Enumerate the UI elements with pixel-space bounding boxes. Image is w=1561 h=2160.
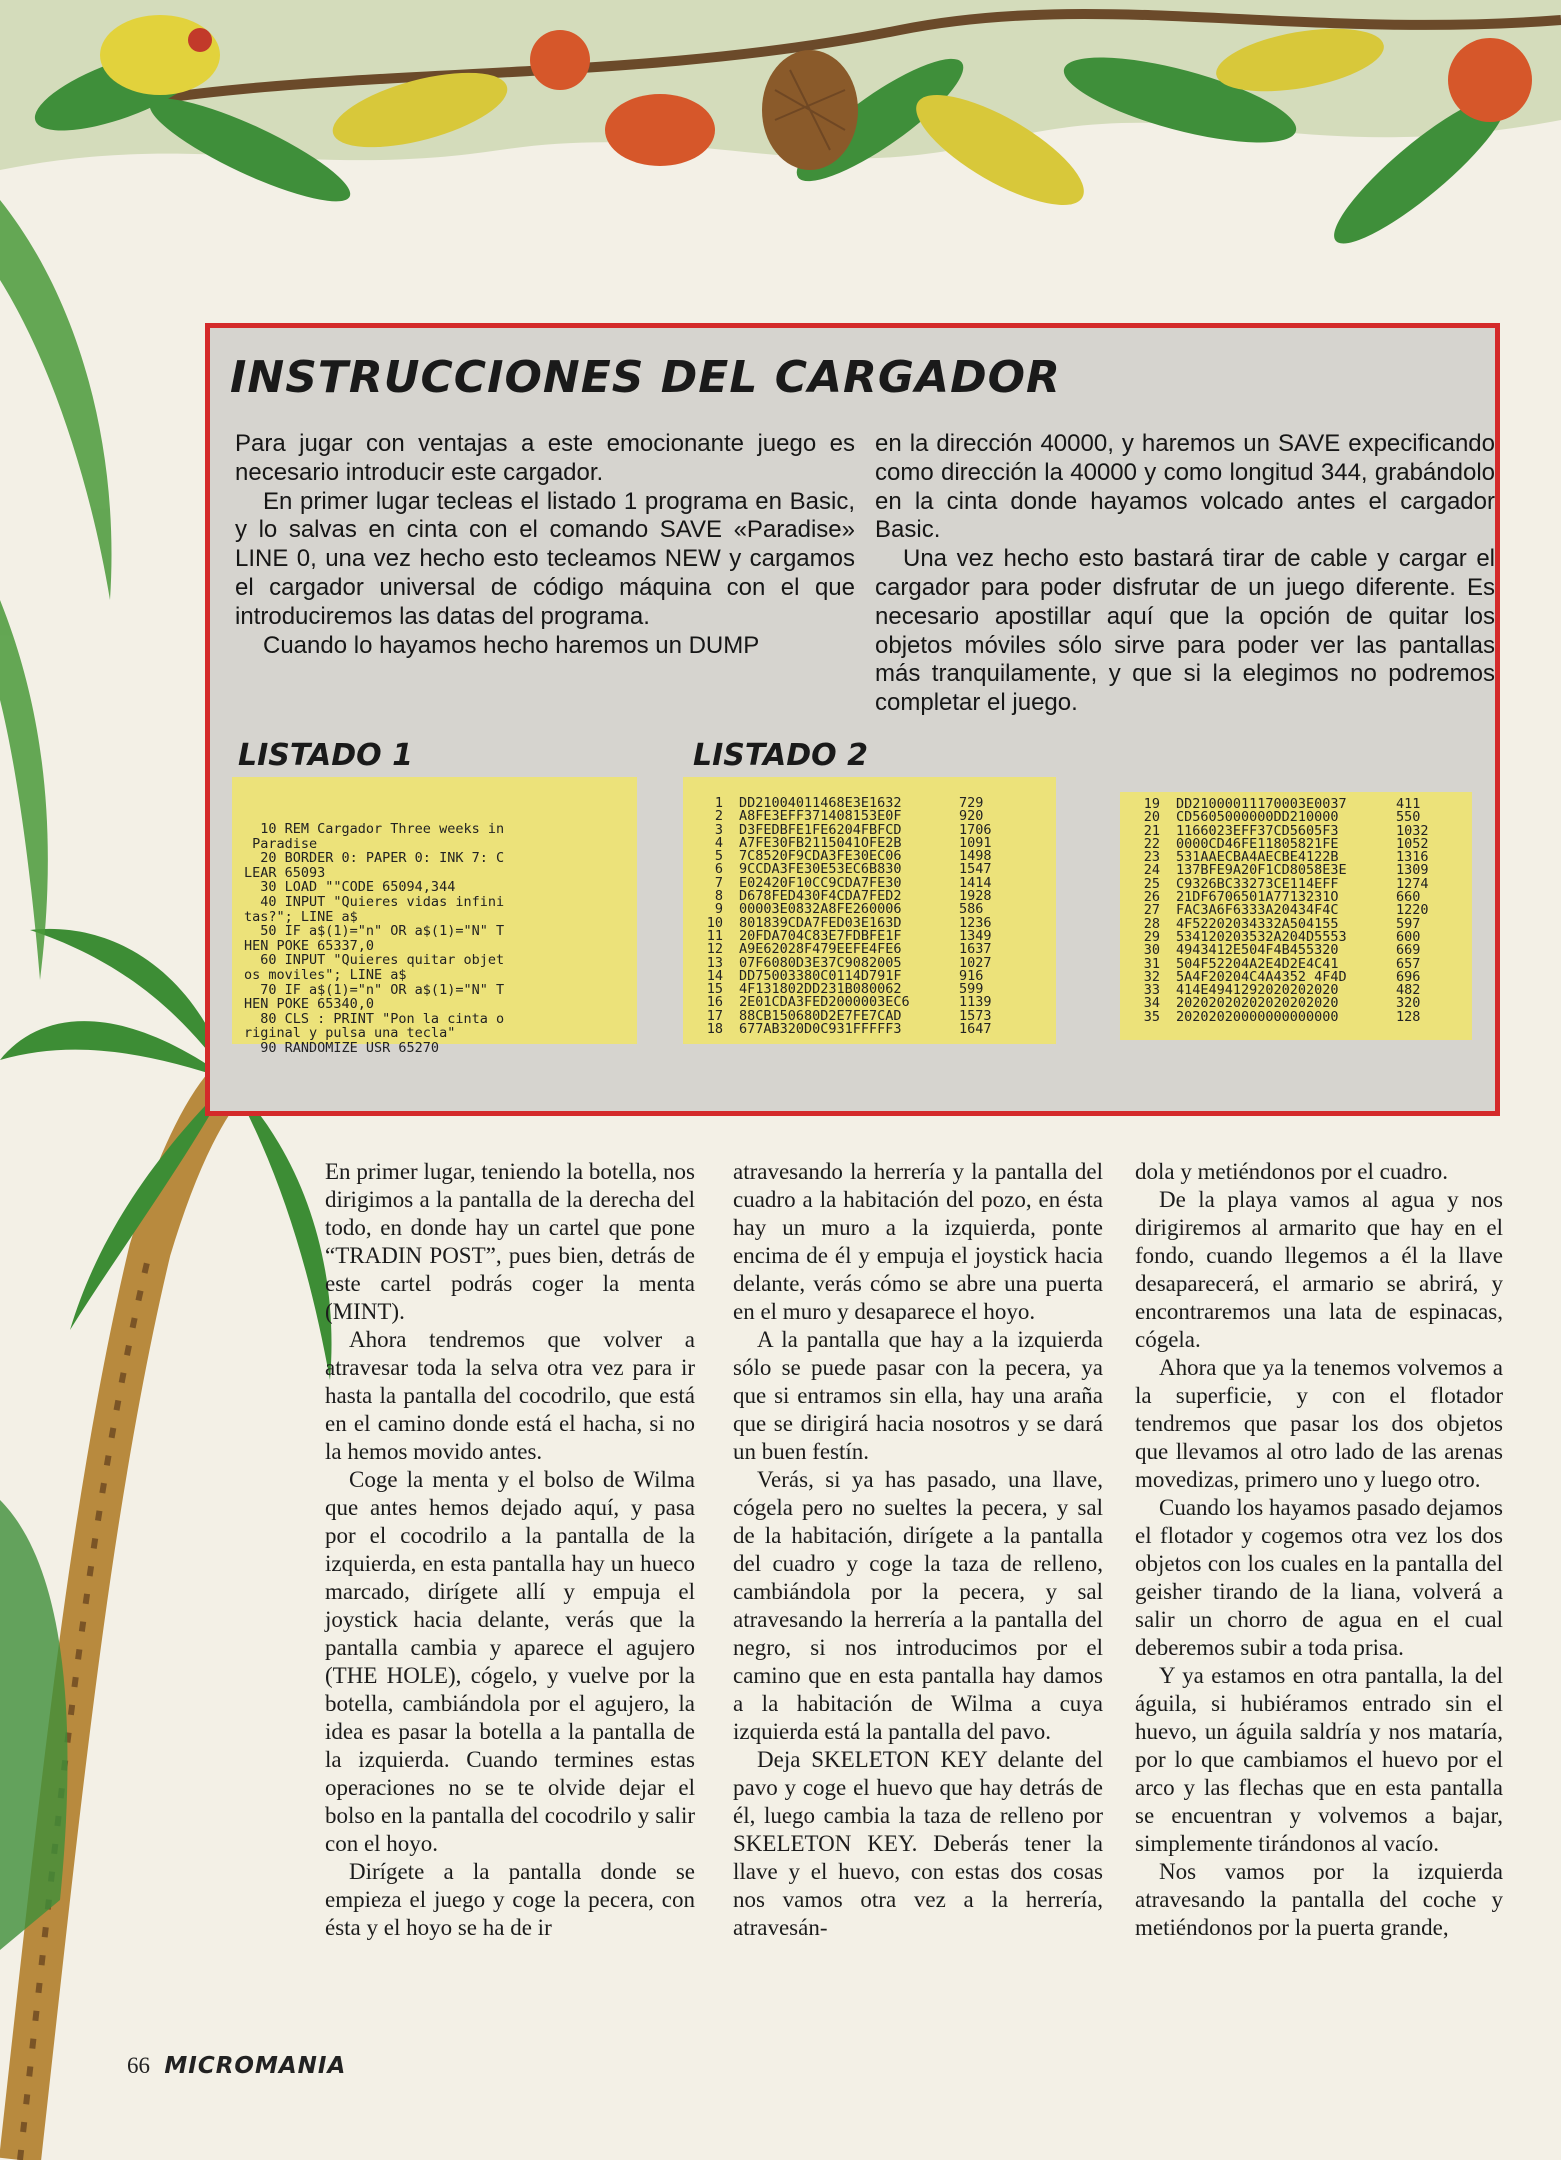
hex-code: 2E01CDA3FED2000003EC6 [739, 994, 910, 1011]
line-number: 15 [706, 981, 723, 998]
hex-code: D3FEDBFE1FE6204FBFCD [739, 821, 902, 838]
line-number: 23 [1143, 849, 1160, 866]
listado-1-code [232, 777, 637, 1056]
checksum: 1139 [959, 994, 992, 1011]
line-number: 25 [1143, 875, 1160, 892]
listado-2-code-right [1120, 792, 1472, 1040]
hex-code: CD5605000000DD210000 [1176, 809, 1339, 826]
hex-code: D678FED430F4CDA7FED2 [739, 888, 902, 905]
line-number: 31 [1143, 955, 1160, 972]
checksum: 550 [1396, 809, 1421, 826]
hex-code: 5A4F20204C4A4352 4F4D [1176, 968, 1347, 985]
checksum: 411 [1396, 796, 1421, 812]
checksum: 1414 [959, 874, 992, 891]
code-line: 10 REM Cargador Three weeks in [244, 821, 505, 837]
article-paragraph: A la pantalla que hay a la izquierda sólo se puede pasar con la pecera, ya que si entramos sin ella, hay una araña que se dirigirá hacia nosotros y se dará un buen festín. [733, 1327, 1103, 1464]
hex-code: 4943412E504F4B455320 [1176, 942, 1339, 959]
line-number: 29 [1143, 928, 1160, 945]
line-number: 14 [706, 967, 723, 984]
checksum: 669 [1396, 942, 1421, 959]
checksum: 1274 [1396, 875, 1429, 892]
line-number: 4 [714, 834, 723, 851]
code-line: 80 CLS : PRINT "Pon la cinta o [244, 1010, 505, 1027]
intro-paragraph: En primer lugar tecleas el listado 1 programa en Basic, y lo salvas en cinta con el comando SAVE «Paradise» LINE 0, una vez hecho esto tecleamos NEW y cargamos el cargador universal de código máquina con el que introduciremos las datas del programa. [235, 487, 855, 630]
article-paragraph: dola y metiéndonos por el cuadro. [1135, 1159, 1448, 1184]
hex-code: 414E4941292020202020 [1176, 982, 1339, 999]
code-line: HEN POKE 65337,0 [244, 937, 375, 954]
hex-code: 07F6080D3E37C9082005 [739, 954, 902, 971]
code-line: tas?"; LINE a$ [244, 908, 358, 925]
article-paragraph: Ahora tendremos que volver a atravesar toda la selva otra vez para ir hasta la pantalla del cocodrilo, que está en el camino donde está el hacha, si no la hemos movido antes. [325, 1327, 695, 1464]
line-number: 1 [714, 795, 723, 811]
checksum: 320 [1396, 995, 1421, 1012]
intro-right-column [875, 430, 1495, 718]
checksum: 482 [1396, 982, 1421, 999]
line-number: 18 [706, 1021, 723, 1038]
hex-row [1130, 1008, 1466, 1025]
line-number: 24 [1143, 862, 1160, 879]
checksum: 696 [1396, 968, 1421, 985]
line-number: 9 [714, 901, 723, 918]
line-number: 27 [1143, 902, 1160, 919]
magazine-name: MICROMANIA [164, 2053, 347, 2079]
article-paragraph: Cuando los hayamos pasado dejamos el flotador y cogemos otra vez los dos objetos con los cuales en la pantalla del geisher tirando de la liana, volverá a salir un chorro de agua en el cual deberemos subir a toda prisa. [1135, 1495, 1503, 1660]
line-number: 17 [706, 1007, 723, 1024]
article-paragraph: Nos vamos por la izquierda atravesando la pantalla del coche y metiéndonos por la puerta grande, [1135, 1859, 1503, 1940]
line-number: 34 [1143, 995, 1160, 1012]
article-paragraph: Dirígete a la pantalla donde se empieza el juego y coge la pecera, con ésta y el hoyo se ha de ir [325, 1859, 695, 1940]
checksum: 1052 [1396, 835, 1429, 852]
line-number: 22 [1143, 835, 1160, 852]
intro-paragraph: en la dirección 40000, y haremos un SAVE expecificando como dirección la 40000 y como longitud 344, grabándolo en la cinta donde hayamos volcado antes el cargador Basic. [875, 430, 1495, 544]
checksum: 1236 [959, 914, 992, 931]
hex-code: A7FE30FB2115041OFE2B [739, 834, 902, 851]
article-paragraph: Coge la menta y el bolso de Wilma que antes hemos dejado aquí, y pasa por el cocodrilo a la pantalla de la izquierda, en esta pantalla hay un hueco marcado, dirígete allí y empuja el joystick hacia delante, verás que la pantalla cambia y aparece el agujero (THE HOLE), cógelo, y vuelve por la botella, cambiándola por el agujero, la idea es pasar la botella a la pantalla de la izquierda. Cuando termines estas operaciones no se te olvide dejar el bolso en la pantalla del cocodrilo y salir con el hoyo. [325, 1467, 695, 1856]
checksum: 597 [1396, 915, 1421, 932]
hex-code: 534120203532A204D5553 [1176, 928, 1347, 945]
hex-code: FAC3A6F6333A20434F4C [1176, 902, 1339, 919]
checksum: 600 [1396, 928, 1421, 945]
hex-code: DD21000011170003E0037 [1176, 796, 1347, 812]
checksum: 729 [959, 795, 984, 811]
checksum: 1027 [959, 954, 992, 971]
hex-code: 00003E0832A8FE260006 [739, 901, 902, 918]
hex-code: 4F52202034332A504155 [1176, 915, 1339, 932]
article-column-2 [733, 1158, 1103, 1942]
hex-code: 20FDA704C83E7FDBFE1F [739, 927, 902, 944]
code-line: 70 IF a$(1)="n" OR a$(1)="N" T [244, 981, 505, 998]
hex-code: 504F52204A2E4D2E4C41 [1176, 955, 1339, 972]
line-number: 28 [1143, 915, 1160, 932]
checksum: 1637 [959, 941, 992, 958]
checksum: 1349 [959, 927, 992, 944]
hex-code: 1166023EFF37CD5605F3 [1176, 822, 1339, 839]
article-paragraph: atravesando la herrería y la pantalla del cuadro a la habitación del pozo, en ésta hay un muro a la izquierda, ponte encima de él y empuja el joystick hacia delante, verás cómo se abre una puerta en el muro y desaparece el hoyo. [733, 1159, 1103, 1324]
hex-code: 4F131802DD231B080062 [739, 981, 902, 998]
hex-code: E02420F10CC9CDA7FE30 [739, 874, 902, 891]
line-number: 6 [714, 861, 723, 878]
line-number: 12 [706, 941, 723, 958]
article-column-1 [325, 1158, 695, 1942]
hex-code: 7C8520F9CDA3FE30EC06 [739, 848, 902, 865]
code-line: 30 LOAD ""CODE 65094,344 [244, 879, 456, 896]
hex-row [693, 1023, 1050, 1036]
listado-2-title: LISTADO 2 [693, 738, 868, 773]
hex-code: DD75003380C0114D791F [739, 967, 902, 984]
intro-left-column [235, 430, 855, 660]
checksum: 1316 [1396, 849, 1429, 866]
hex-code: 21DF6706501A7713231O [1176, 889, 1339, 906]
line-number: 19 [1143, 796, 1160, 812]
listado-2-code-left [683, 777, 1056, 1044]
hex-code: C9326BC33273CE114EFF [1176, 875, 1339, 892]
checksum: 1547 [959, 861, 992, 878]
line-number: 13 [706, 954, 723, 971]
line-number: 35 [1143, 1008, 1160, 1025]
checksum: 920 [959, 808, 984, 825]
article-paragraph: De la playa vamos al agua y nos dirigiremos al armarito que hay en el fondo, cuando llegemos a él la llave desaparecerá, el armario se abrirá, y encontraremos una lata de espinacas, cógela. [1135, 1187, 1503, 1352]
line-number: 16 [706, 994, 723, 1011]
hex-code: 0000CD46FE11805821FE [1176, 835, 1339, 852]
checksum: 1647 [959, 1021, 992, 1038]
line-number: 26 [1143, 889, 1160, 906]
page-number: 66 [127, 2053, 150, 2078]
hex-code: 9CCDA3FE30E53EC6B830 [739, 861, 902, 878]
checksum: 1220 [1396, 902, 1429, 919]
line-number: 11 [706, 927, 723, 944]
line-number: 2 [714, 808, 723, 825]
code-line: 40 INPUT "Quieres vidas infini [244, 893, 505, 910]
line-number: 30 [1143, 942, 1160, 959]
article-paragraph: En primer lugar, teniendo la botella, nos dirigimos a la pantalla de la derecha del todo, en donde hay un cartel que pone “TRADIN POST”, pues bien, detrás de este cartel podrás coger la menta (MINT). [325, 1159, 695, 1324]
code-line: 90 RANDOMIZE USR 65270 [244, 1039, 440, 1056]
code-line: LEAR 65093 [244, 864, 326, 881]
intro-paragraph: Para jugar con ventajas a este emocionante juego es necesario introducir este cargador. [235, 430, 855, 486]
intro-paragraph: Cuando lo hayamos hecho haremos un DUMP [263, 631, 760, 659]
checksum: 586 [959, 901, 984, 918]
hex-code: DD21004011468E3E1632 [739, 795, 902, 811]
intro-paragraph: Una vez hecho esto bastará tirar de cable y cargar el cargador para poder disfrutar de un juego diferente. Es necesario apostillar aquí que la opción de quitar los objetos móviles sólo sirve para poder ver las pantallas más tranquilamente, y que si la elegimos no podremos completar el juego. [875, 545, 1495, 717]
line-number: 33 [1143, 982, 1160, 999]
code-line: riginal y pulsa una tecla" [244, 1025, 456, 1042]
line-number: 20 [1143, 809, 1160, 826]
code-line: Paradise [244, 835, 318, 852]
hex-code: 20202020000000000000 [1176, 1008, 1339, 1025]
article-column-3 [1135, 1158, 1503, 1942]
instructions-title: INSTRUCCIONES DEL CARGADOR [230, 352, 1061, 403]
line-number: 3 [714, 821, 723, 838]
code-line: 20 BORDER 0: PAPER 0: INK 7: C [244, 850, 505, 867]
hex-code: 88CB150680D2E7FE7CAD [739, 1007, 902, 1024]
checksum: 916 [959, 967, 984, 984]
code-line: HEN POKE 65340,0 [244, 996, 375, 1013]
checksum: 660 [1396, 889, 1421, 906]
line-number: 5 [714, 848, 723, 865]
checksum: 657 [1396, 955, 1421, 972]
checksum: 1573 [959, 1007, 992, 1024]
hex-code: A9E62028F479EEFE4FE6 [739, 941, 902, 958]
hex-code: 801839CDA7FED03E163D [739, 914, 902, 931]
hex-code: 137BFE9A20F1CD8058E3E [1176, 862, 1347, 879]
code-line: os moviles"; LINE a$ [244, 966, 407, 983]
checksum: 599 [959, 981, 984, 998]
checksum: 128 [1396, 1008, 1421, 1025]
line-number: 10 [706, 914, 723, 931]
article-paragraph: Verás, si ya has pasado, una llave, cógela pero no sueltes la pecera, y sal de la habitación, dirígete a la pantalla del cuadro y coge la taza de relleno, cambiándola por la pecera, y sal atravesando la herrería a la pantalla del negro, si nos introducimos por el camino que en esta pantalla hay damos a la habitación de Wilma a cuya izquierda está la pantalla del pavo. [733, 1467, 1103, 1744]
line-number: 21 [1143, 822, 1160, 839]
code-line: 60 INPUT "Quieres quitar objet [244, 952, 505, 969]
code-line: 50 IF a$(1)="n" OR a$(1)="N" T [244, 923, 505, 940]
checksum: 1498 [959, 848, 992, 865]
article-paragraph: Y ya estamos en otra pantalla, la del águila, si hubiéramos entrado sin el huevo, un águila saldría y nos mataría, por lo que cambiamos el huevo por el arco y las flechas que en esta pantalla se encuentran y volvemos a bajar, simplemente tirándonos al vacío. [1135, 1663, 1503, 1856]
checksum: 1309 [1396, 862, 1429, 879]
hex-code: 531AAECBA4AECBE4122B [1176, 849, 1339, 866]
listado-1-title: LISTADO 1 [238, 738, 413, 773]
article-paragraph: Ahora que ya la tenemos volvemos a la superficie, y con el flotador tendremos que pasar los dos objetos que llevamos al otro lado de las arenas movedizas, primero uno y luego otro. [1135, 1355, 1503, 1492]
checksum: 1928 [959, 888, 992, 905]
page-footer [127, 2052, 346, 2079]
line-number: 7 [714, 874, 723, 891]
hex-code: 20202020202020202020 [1176, 995, 1339, 1012]
hex-code: 677AB320D0C931FFFFF3 [739, 1021, 902, 1038]
article-paragraph: Deja SKELETON KEY delante del pavo y coge el huevo que hay detrás de él, luego cambia la taza de relleno por SKELETON KEY. Deberás tener la llave y el huevo, con estas dos cosas nos vamos otra vez a la herrería, atravesán- [733, 1747, 1103, 1940]
line-number: 8 [714, 888, 723, 905]
checksum: 1091 [959, 834, 992, 851]
checksum: 1706 [959, 821, 992, 838]
checksum: 1032 [1396, 822, 1429, 839]
hex-code: A8FE3EFF371408153E0F [739, 808, 902, 825]
line-number: 32 [1143, 968, 1160, 985]
